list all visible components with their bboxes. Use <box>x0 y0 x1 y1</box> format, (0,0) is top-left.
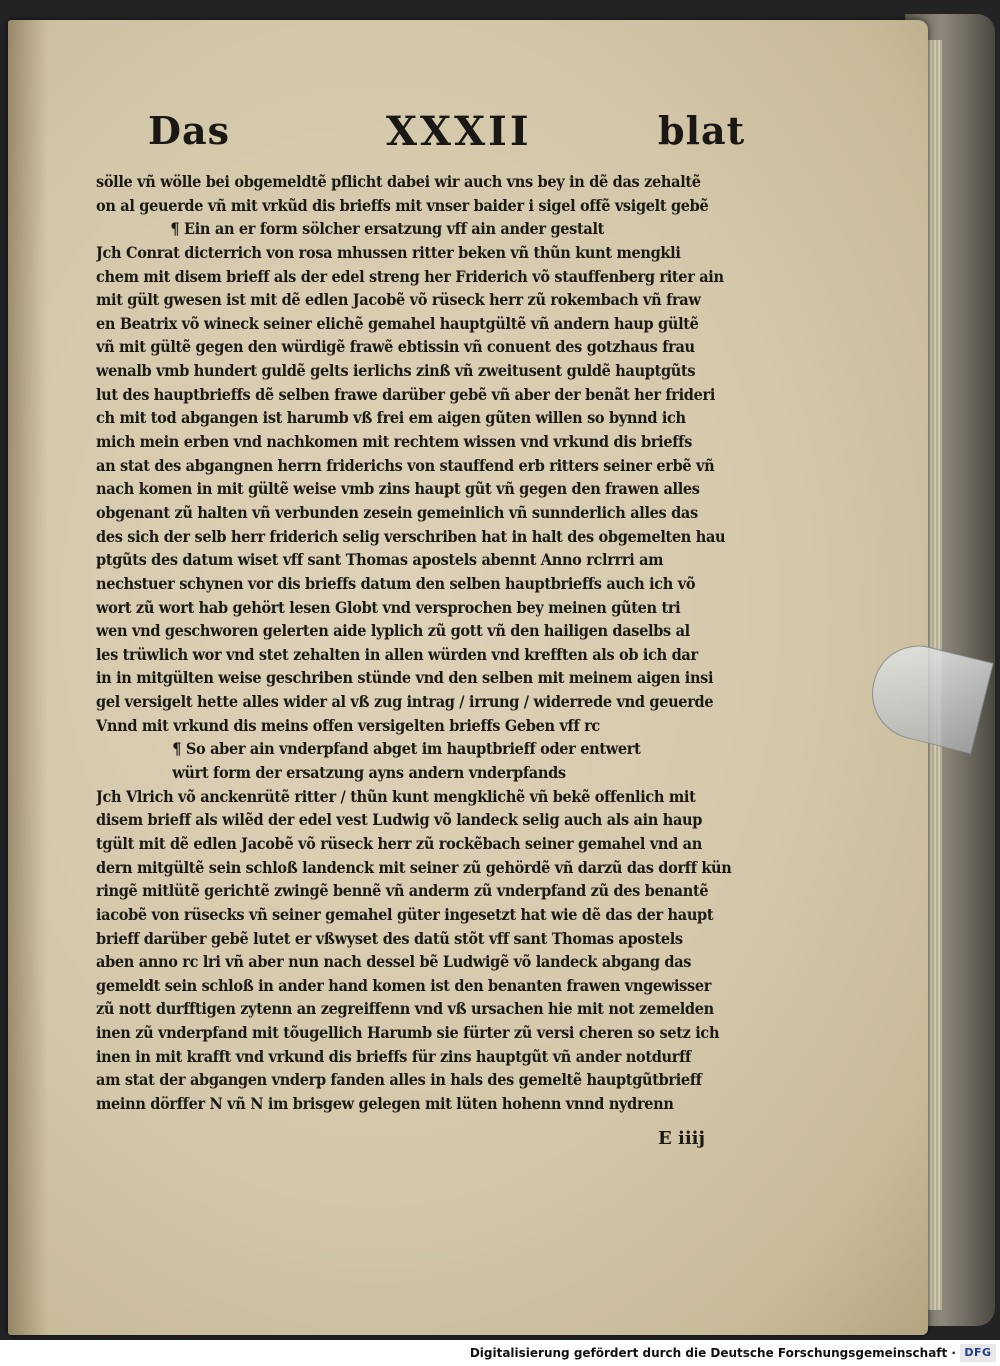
text-line: zũ nott durfftigen zytenn an zegreiffenn vnd vß ursachen hie mit not zemelden <box>96 999 714 1019</box>
text-line: Jch Conrat dicterrich von rosa mhussen ritter beken vñ thũn kunt mengkli <box>96 242 681 262</box>
text-line: sölle vñ wölle bei obgemeldtẽ pflicht dabei wir auch vns bey in dẽ das zehaltẽ <box>96 172 701 191</box>
text-line: des sich der selb herr friderich selig verschriben hat in halt des obgemelten hau <box>96 526 726 546</box>
text-line: en Beatrix võ wineck seiner elichẽ gemahel hauptgültẽ vñ andern haup gültẽ <box>96 313 699 333</box>
text-line: inen in mit krafft vnd vrkund dis brieffs für zins hauptgũt vñ ander notdurff <box>96 1046 691 1066</box>
text-line: mich mein erben vnd nachkomen mit rechtem wissen vnd vrkund dis brieffs <box>96 432 692 452</box>
dfg-logo: DFG <box>960 1344 996 1362</box>
text-line: an stat des abgangnen herrn friderichs von stauffend erb ritters seiner erbẽ vñ <box>96 455 715 475</box>
text-line: gemeldt sein schloß in ander hand komen ist den benanten frawen vngewisser <box>96 975 712 995</box>
text-line: inen zũ vnderpfand mit tõugellich Harumb sie fürter zũ versi cheren so setz ich <box>96 1023 720 1043</box>
text-line: aben anno rc lri vñ aber nun nach dessel bẽ Ludwigẽ võ landeck abgang das <box>96 952 692 972</box>
text-line: ringẽ mitlütẽ gerichtẽ zwingẽ bennẽ vñ anderm zũ vnderpfand zũ des benantẽ <box>96 881 709 901</box>
text-line: ch mit tod abgangen ist harumb vß frei em aigen gũten willen so bynnd ich <box>96 408 686 428</box>
text-line: Vnnd mit vrkund dis meins offen versigelten brieffs Geben vff rc <box>96 715 600 735</box>
page-header <box>148 108 748 168</box>
text-line: obgenant zũ halten vñ verbunden zesein gemeinlich vñ sunnderlich alles das <box>96 502 698 522</box>
text-line: dern mitgültẽ sein schloß landenck mit seiner zũ gehördẽ vñ darzũ das dorff kün <box>96 857 732 877</box>
text-line: ptgũts des datum wiset vff sant Thomas apostels abennt Anno rclrrri am <box>96 550 664 570</box>
text-line: on al geuerde vñ mit vrkũd dis brieffs mit vnser baider i sigel offẽ vsigelt gebẽ <box>96 195 709 215</box>
header-left-word: Das <box>148 108 230 153</box>
text-line: iacobẽ von rüsecks vñ seiner gemahel güter ingesetzt hat wie dẽ das der haupt <box>96 904 714 924</box>
signature-mark: E iiij <box>658 1128 706 1149</box>
text-line: meinn dörffer N vñ N im brisgew gelegen mit lüten hohenn vnnd nydrenn <box>96 1093 674 1113</box>
text-line: wen vnd geschworen gelerten aide lyplich zũ gott vñ den hailigen daselbs al <box>96 621 690 641</box>
text-line: lut des hauptbrieffs dẽ selben frawe darüber gebẽ vñ aber der benãt her frideri <box>96 384 716 404</box>
text-line: gel versigelt hette alles wider al vß zug intrag / irrung / widerrede vnd geuerde <box>96 692 714 712</box>
text-line: wort zũ wort hab gehört lesen Globt vnd versprochen bey meinen gũten tri <box>96 597 681 617</box>
text-line: nechstuer schynen vor dis brieffs datum den selben hauptbrieffs auch ich võ <box>96 573 696 593</box>
footer-bar <box>0 1340 1000 1366</box>
folio-number: XXXII <box>386 108 532 155</box>
section-heading: ¶ So aber ain vnderpfand abget im hauptbrieff oder entwert <box>172 739 641 759</box>
text-line: am stat der abgangen vnderp fanden alles in hals des gemeltẽ hauptgũtbrieff <box>96 1070 702 1090</box>
text-line: vñ mit gültẽ gegen den würdigẽ frawẽ ebtissin vñ conuent des gotzhaus frau <box>96 337 695 357</box>
section-heading: ¶ Ein an er form sölcher ersatzung vff ain ander gestalt <box>170 219 605 239</box>
text-line: disem brieff als wilẽd der edel vest Ludwig võ landeck selig auch als ain haup <box>96 810 703 830</box>
text-line: wenalb vmb hundert guldẽ gelts ierlichs zinß vñ zweitusent guldẽ hauptgũts <box>96 361 696 381</box>
text-line: tgült mit dẽ edlen Jacobẽ võ rüseck herr zũ rockẽbach seiner gemahel vnd an <box>96 833 702 853</box>
section-heading: würt form der ersatzung ayns andern vnderpfands <box>172 763 566 783</box>
text-line: mit gült gwesen ist mit dẽ edlen Jacobẽ võ rüseck herr zũ rokembach vñ fraw <box>96 290 701 310</box>
funding-credit: Digitalisierung gefördert durch die Deutsche Forschungsgemeinschaft · <box>469 1346 956 1360</box>
text-line: nach komen in mit gültẽ weise vmb zins haupt gũt vñ gegen den frawen alles <box>96 479 700 499</box>
text-line: in in mitgülten weise geschriben stünde vnd den selben mit meinem aigen insi <box>96 668 714 688</box>
text-line: les trüwlich wor vnd stet zehalten in allen würden vnd krefften als ob ich dar <box>96 644 698 664</box>
header-right-word: blat <box>658 108 746 153</box>
gutter-shadow <box>8 20 48 1335</box>
text-line: Jch Vlrich võ anckenrütẽ ritter / thũn kunt mengklichẽ vñ bekẽ offenlich mit <box>96 786 696 806</box>
body-text <box>96 170 786 1116</box>
book-page <box>8 20 928 1335</box>
text-line: brieff darüber gebẽ lutet er vßwyset des datũ stõt vff sant Thomas apostels <box>96 928 683 948</box>
text-line: chem mit disem brieff als der edel streng her Friderich võ stauffenberg riter ain <box>96 266 724 286</box>
